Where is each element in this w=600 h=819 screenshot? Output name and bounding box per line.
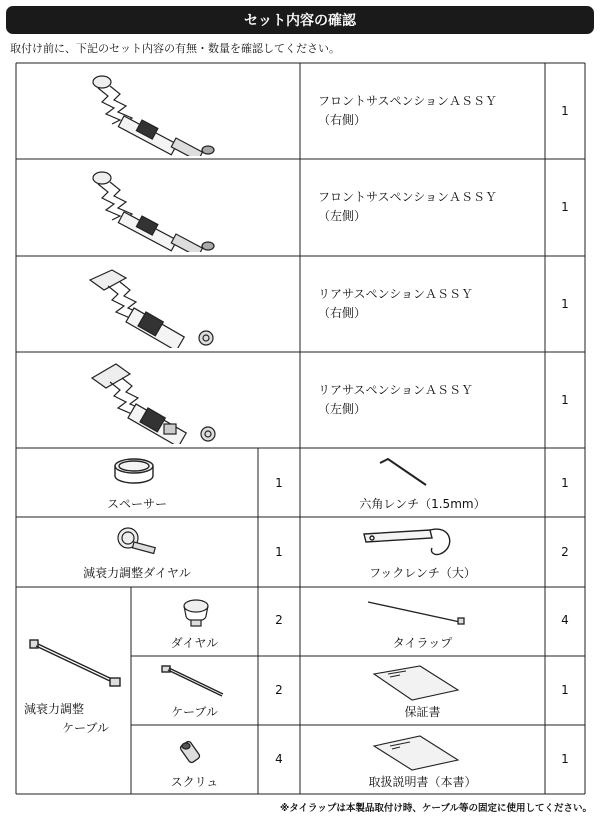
hook-wrench-label: フックレンチ（大） bbox=[369, 566, 476, 580]
warranty-card-icon bbox=[370, 664, 462, 704]
footnote: ※タイラップは本製品取付け時、ケーブル等の固定に使用してください。 bbox=[279, 803, 592, 814]
hex-wrench-qty: 1 bbox=[561, 476, 569, 490]
dial-label: ダイヤル bbox=[170, 636, 219, 650]
cable-qty: 2 bbox=[275, 683, 283, 697]
front-suspension-right-side: （右側） bbox=[318, 113, 367, 127]
tie-wrap-qty: 4 bbox=[561, 613, 569, 627]
tie-wrap-icon bbox=[364, 598, 468, 628]
rear-suspension-left-name: リアサスペンションＡＳＳＹ bbox=[318, 383, 473, 397]
front-suspension-right-name: フロントサスペンションＡＳＳＹ bbox=[318, 94, 497, 108]
damping-cable-label-line2: ケーブル bbox=[62, 721, 109, 735]
damping-dial-qty: 1 bbox=[275, 545, 283, 559]
page-title: セット内容の確認 bbox=[244, 13, 356, 29]
instruction-manual-icon bbox=[370, 734, 462, 774]
tie-wrap-label: タイラップ bbox=[392, 636, 453, 650]
rear-suspension-right-qty: 1 bbox=[561, 297, 569, 311]
cable-icon bbox=[160, 664, 230, 700]
front-suspension-right-qty: 1 bbox=[561, 104, 569, 118]
manual-qty: 1 bbox=[561, 752, 569, 766]
screw-label: スクリュ bbox=[170, 775, 219, 789]
damping-dial-icon bbox=[114, 524, 160, 560]
spacer-icon bbox=[112, 456, 156, 488]
rear-suspension-right-icon bbox=[82, 262, 232, 348]
front-suspension-left-icon bbox=[80, 164, 230, 252]
hex-wrench-label: 六角レンチ（1.5mm） bbox=[359, 497, 486, 511]
hex-wrench-icon bbox=[376, 455, 432, 489]
warranty-label: 保証書 bbox=[404, 705, 441, 719]
front-suspension-left-name: フロントサスペンションＡＳＳＹ bbox=[318, 190, 497, 204]
damping-cable-icon bbox=[28, 638, 124, 690]
front-suspension-left-qty: 1 bbox=[561, 200, 569, 214]
hook-wrench-icon bbox=[360, 524, 460, 560]
page-header bbox=[6, 6, 594, 34]
front-suspension-right-icon bbox=[80, 68, 230, 156]
rear-suspension-left-qty: 1 bbox=[561, 393, 569, 407]
dial-icon bbox=[178, 598, 214, 628]
spacer-label: スペーサー bbox=[106, 497, 167, 511]
dial-qty: 2 bbox=[275, 613, 283, 627]
rear-suspension-left-icon bbox=[82, 356, 232, 444]
spacer-qty: 1 bbox=[275, 476, 283, 490]
screw-icon bbox=[178, 738, 208, 768]
damping-dial-label: 減衰力調整ダイヤル bbox=[83, 566, 191, 580]
rear-suspension-right-side: （右側） bbox=[318, 306, 367, 320]
instruction-text: 取付け前に、下記のセット内容の有無・数量を確認してください。 bbox=[10, 42, 340, 55]
rear-suspension-right-name: リアサスペンションＡＳＳＹ bbox=[318, 287, 473, 301]
cable-label: ケーブル bbox=[171, 705, 218, 719]
hook-wrench-qty: 2 bbox=[561, 545, 569, 559]
screw-qty: 4 bbox=[275, 752, 283, 766]
rear-suspension-left-side: （左側） bbox=[318, 402, 367, 416]
manual-label: 取扱説明書（本書） bbox=[368, 775, 477, 789]
damping-cable-label-line1: 減衰力調整 bbox=[24, 702, 85, 716]
warranty-qty: 1 bbox=[561, 683, 569, 697]
front-suspension-left-side: （左側） bbox=[318, 209, 367, 223]
